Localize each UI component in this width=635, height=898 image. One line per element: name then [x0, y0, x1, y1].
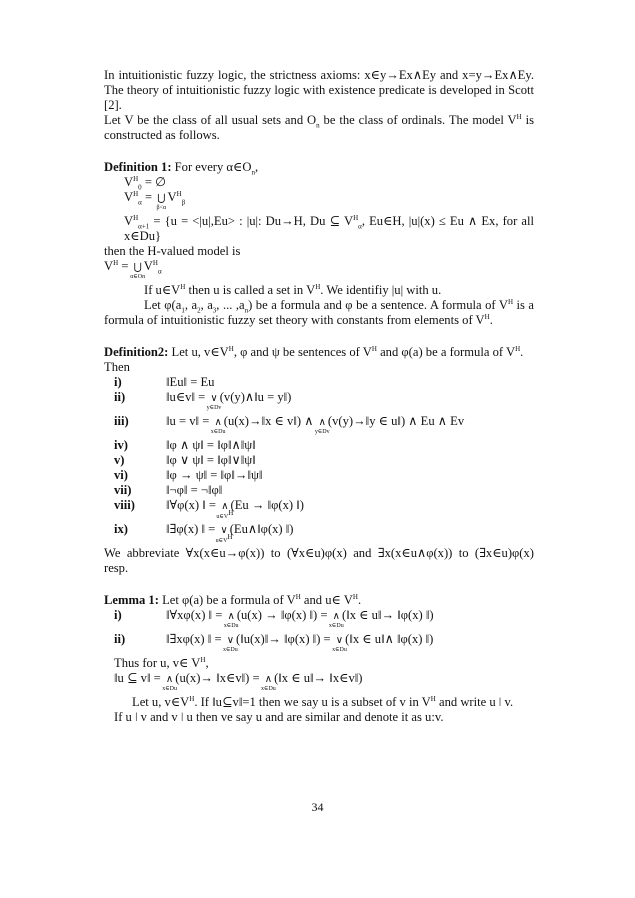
subscript: β	[181, 198, 186, 207]
definition2-item	[104, 483, 534, 498]
text: .	[357, 593, 362, 607]
text: , φ and ψ be sentences of V	[233, 345, 372, 359]
operator-symbol: ∨	[335, 635, 344, 646]
superscript: H	[515, 344, 521, 353]
text: ,	[205, 656, 209, 670]
definition2-heading	[104, 345, 534, 360]
operator-index: x∈Du	[222, 647, 238, 653]
text: V	[124, 175, 134, 189]
operator-symbol: ∨	[220, 525, 228, 536]
operator-symbol: ∧	[227, 611, 235, 622]
text: (u(x) → ‖φ(x) ‖) =	[236, 608, 331, 622]
intro-paragraph: In intuitionistic fuzzy logic, the strictness axioms: x∈y→Ex∧Ey and x=y→Ex∧Ey. The theory of intuitionistic fuzzy logic with existence predicate is developed in Scott [2].	[104, 68, 534, 112]
item-formula	[166, 390, 292, 411]
text: u∈V	[215, 538, 228, 544]
text: ) be a formula and φ be a sentence. A formula of V	[248, 298, 508, 312]
definition2-item	[104, 390, 534, 411]
text: Let φ(a	[144, 298, 182, 312]
text: and φ(a) be a formula of V	[376, 345, 516, 359]
item-label: ix)	[114, 522, 128, 536]
lemma-title: Lemma 1:	[104, 593, 159, 607]
text: = ∅	[141, 175, 167, 189]
operator-index: x∈Du	[261, 686, 276, 692]
definition1-heading	[104, 160, 534, 175]
text: (Eu∧‖φ(x) ‖)	[229, 522, 294, 536]
text: ‖∃φ(x) ‖ =	[166, 522, 219, 536]
operator-symbol: ∧	[165, 674, 174, 685]
page-number: 34	[311, 800, 324, 814]
operator-index: x∈Du	[328, 623, 344, 629]
text: V	[124, 214, 134, 228]
superscript: H	[430, 694, 436, 703]
text: If u∈V	[144, 283, 181, 297]
superscript: H	[353, 213, 359, 222]
item-formula: ‖¬φ‖ = ¬‖φ‖	[166, 483, 223, 497]
text: ‖∀φ(x) ‖ =	[166, 498, 220, 512]
text: . We identifiy |u| with u.	[320, 283, 442, 297]
subscript: 2	[197, 306, 201, 315]
text: Thus for u, v∈ V	[114, 656, 201, 670]
text: α∈O	[130, 274, 143, 280]
text: then u is called a set in V	[185, 283, 316, 297]
union-operator	[156, 193, 167, 211]
superscript: H	[133, 213, 139, 222]
text: be the class of ordinals. The model V	[319, 113, 517, 127]
item-label: viii)	[114, 498, 135, 512]
union-symbol: ⋃	[133, 262, 142, 273]
meet-operator	[261, 674, 276, 692]
text: ‖u∈v‖ =	[166, 390, 209, 404]
text: V	[167, 190, 177, 204]
text: and write u ǀ v.	[435, 695, 514, 709]
item-label: vi)	[114, 468, 128, 482]
superscript: H	[176, 189, 182, 198]
subscript: α	[138, 198, 142, 207]
text: , Eu∈H, |u|(x) ≤ Eu ∧ Ex, for all x∈Du}	[124, 214, 534, 243]
subscript: α+1	[138, 222, 150, 231]
text: ‖u = v‖ =	[166, 414, 213, 428]
text: .	[489, 313, 493, 327]
item-label: ii)	[114, 632, 126, 646]
text: Let φ(a) be a formula of V	[158, 593, 296, 607]
superscript: H	[189, 694, 195, 703]
subscript: 0	[138, 183, 142, 192]
operator-symbol: ∧	[332, 611, 340, 622]
text: V	[124, 190, 134, 204]
text: Let V be the class of all usual sets and O	[104, 113, 317, 127]
item-formula	[166, 632, 434, 653]
item-formula: ‖φ → ψ‖ = ‖φ‖→‖ψ‖	[166, 468, 263, 482]
meet-operator	[314, 417, 330, 435]
join-operator	[332, 635, 347, 653]
subscript: n	[244, 306, 249, 315]
text: is a formula of intuitionistic fuzzy set theory with constants from elements of V	[104, 298, 534, 327]
lemma1-item	[104, 608, 534, 629]
similar-definition-paragraph: If u ǀ v and v ǀ u then ve say u and are similar and denote it as u:v.	[114, 710, 444, 724]
operator-index: y∈Dv	[314, 429, 330, 435]
superscript: H	[228, 509, 234, 517]
operator-symbol: ∨	[210, 393, 218, 404]
text: = {u = <|u|,Eu> : |u|: Du→H, Du ⊆ V	[149, 214, 354, 228]
definition-title: Definition2:	[104, 345, 169, 359]
superscript: H	[516, 112, 522, 121]
item-label: vii)	[114, 483, 132, 497]
superscript: H	[180, 282, 186, 291]
item-label: iv)	[114, 438, 128, 452]
superscript: H	[371, 344, 377, 353]
text: ,	[254, 160, 259, 174]
text: , ... ,a	[216, 298, 245, 312]
spacer	[104, 576, 534, 593]
definition-title: Definition 1:	[104, 160, 172, 174]
equation-vh	[104, 258, 534, 280]
subset-equation	[104, 671, 534, 692]
definition2-item	[104, 414, 534, 435]
lemma1-item	[104, 632, 534, 653]
text: (v(y)∧‖u = y‖)	[219, 390, 292, 404]
meet-operator	[210, 417, 226, 435]
text: .	[520, 345, 524, 359]
text: (v(y)→‖y ∈ u‖) ∧ Eu ∧ Ev	[327, 414, 465, 428]
union-symbol: ⋃	[157, 193, 166, 204]
union-operator	[130, 262, 146, 280]
spacer	[104, 143, 534, 160]
join-operator	[206, 393, 222, 411]
item-label: i)	[114, 608, 122, 622]
definition2-item	[104, 468, 534, 483]
operator-symbol: ∧	[214, 417, 222, 428]
text: ‖u ⊆ v‖ =	[114, 671, 164, 685]
superscript: H	[507, 297, 513, 306]
equation-v-alpha	[104, 189, 534, 211]
text: , a	[184, 298, 198, 312]
superscript: H	[133, 189, 139, 198]
text: . If ‖u⊆v‖=1 then we say u is a subset of v in V	[194, 695, 431, 709]
text: =	[141, 190, 156, 204]
text: (‖x ∈ u‖→ ‖x∈v‖)	[274, 671, 363, 685]
superscript: H	[200, 655, 206, 664]
formula-note	[104, 298, 534, 328]
subscript: n	[316, 121, 320, 130]
item-formula	[166, 414, 465, 435]
text: =	[118, 259, 132, 273]
item-label: i)	[114, 375, 122, 389]
set-note	[104, 283, 534, 298]
equation-v-successor	[104, 214, 534, 244]
lemma1-heading	[104, 593, 534, 608]
paper-page	[104, 68, 534, 725]
subscript: α	[358, 222, 362, 231]
item-label: ii)	[114, 390, 126, 404]
meet-operator	[328, 611, 344, 629]
subscript: 1	[181, 306, 185, 315]
text: (Eu → ‖φ(x) ‖)	[230, 498, 304, 512]
text: V	[104, 259, 114, 273]
text: is constructed as follows.	[104, 113, 534, 142]
superscript: H	[133, 174, 139, 183]
definition2-item	[104, 453, 534, 468]
operator-index: x∈Du	[223, 623, 239, 629]
superscript: H	[295, 592, 301, 601]
operator-symbol: ∧	[318, 417, 326, 428]
operator-symbol: ∧	[221, 501, 229, 512]
operator-symbol: ∧	[264, 674, 273, 685]
item-label: iii)	[114, 414, 129, 428]
operator-index	[130, 274, 145, 280]
definition2-item	[104, 375, 534, 390]
text: (‖x ∈ u‖→ ‖φ(x) ‖)	[341, 608, 434, 622]
text: (‖x ∈ u‖∧ ‖φ(x) ‖)	[345, 632, 434, 646]
item-formula: ‖φ ∧ ψ‖ = ‖φ‖∧‖ψ‖	[166, 438, 256, 452]
text: ‖∃xφ(x) ‖ =	[166, 632, 225, 646]
text: (u(x)→‖x ∈ v‖) ∧	[223, 414, 317, 428]
abbreviation-paragraph: We abbreviate ∀x(x∈u→φ(x)) to (∀x∈u)φ(x) and ∃x(x∈u∧φ(x)) to (∃x∈u)φ(x) resp.	[104, 546, 534, 575]
thus-line	[104, 656, 534, 671]
text: (‖u(x)‖→ ‖φ(x) ‖) =	[236, 632, 334, 646]
subset-definition-paragraph	[104, 695, 534, 710]
superscript: H	[227, 533, 233, 541]
operator-index: y∈Dv	[206, 405, 222, 411]
subscript: α	[157, 267, 162, 276]
text: V	[143, 259, 153, 273]
join-operator	[222, 635, 238, 653]
superscript: H	[352, 592, 358, 601]
item-label: v)	[114, 453, 125, 467]
text: Let u, v∈V	[132, 695, 190, 709]
operator-index: x∈Du	[210, 429, 226, 435]
text: u∈V	[216, 514, 229, 520]
operator-index: β<α	[156, 205, 167, 211]
operator-index	[216, 509, 234, 520]
spacer	[104, 328, 534, 345]
text: Let u, v∈V	[168, 345, 229, 359]
operator-symbol: ∨	[226, 635, 235, 646]
text: For every α∈O	[171, 160, 252, 174]
superscript: H	[484, 312, 490, 321]
operator-index	[215, 533, 233, 544]
text: ‖∀xφ(x) ‖ =	[166, 608, 226, 622]
operator-index: x∈Du	[332, 647, 347, 653]
meet-operator	[162, 674, 177, 692]
item-formula: ‖φ ∨ ψ‖ = ‖φ‖∨‖ψ‖	[166, 453, 256, 467]
text: (u(x)→ ‖x∈v‖) =	[175, 671, 263, 685]
operator-index: x∈Du	[162, 686, 177, 692]
text: , a	[200, 298, 213, 312]
superscript: H	[152, 258, 158, 267]
superscript: H	[113, 258, 119, 267]
equation-v0	[104, 175, 534, 190]
item-formula	[166, 608, 434, 629]
definition2-item	[104, 438, 534, 453]
model-intro-paragraph	[104, 113, 534, 143]
item-formula: ‖Eu‖ = Eu	[166, 375, 215, 389]
meet-operator	[223, 611, 239, 629]
superscript: H	[228, 344, 234, 353]
text: and u∈ V	[300, 593, 353, 607]
superscript: H	[315, 282, 321, 291]
then-line: Then	[104, 360, 130, 374]
model-line: then the H-valued model is	[104, 244, 241, 258]
subscript: 3	[212, 306, 217, 315]
subscript: n	[142, 274, 146, 280]
subscript: n	[251, 168, 255, 177]
